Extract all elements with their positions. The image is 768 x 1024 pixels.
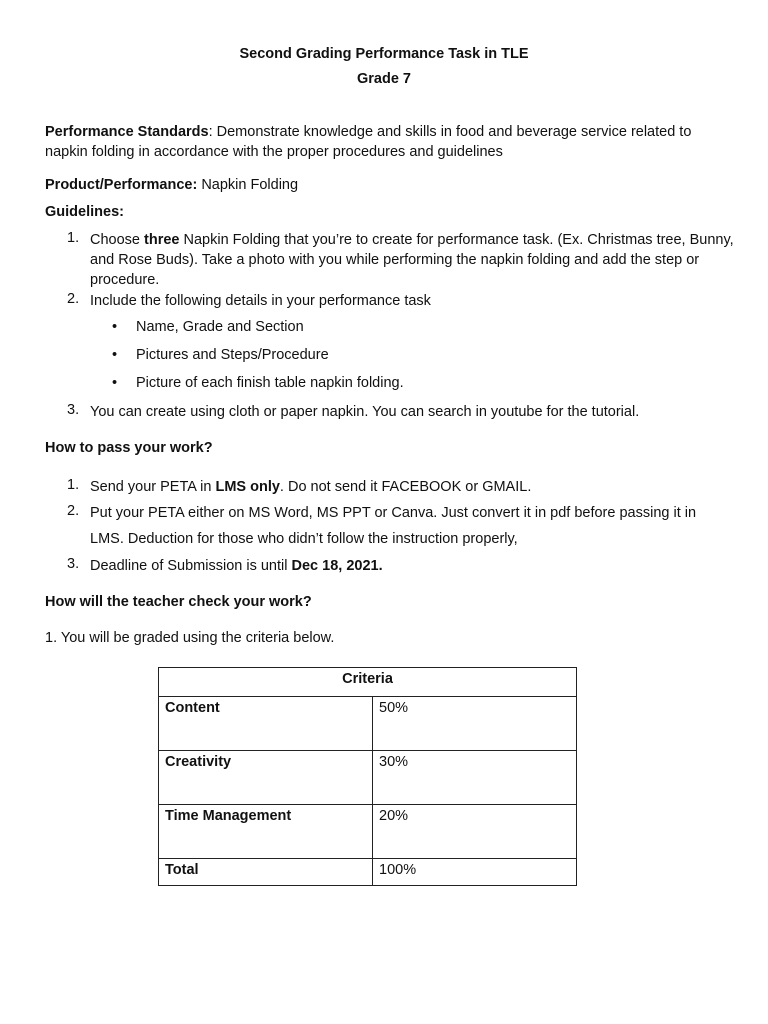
check-intro: 1. You will be graded using the criteria below.: [45, 630, 335, 646]
guideline-text: [90, 230, 740, 290]
document-title: Second Grading Performance Task in TLE: [239, 46, 529, 62]
performance-standards: [45, 122, 735, 162]
guideline-text-post: Napkin Folding that you’re to create for performance task. (Ex. Christmas tree, Bunny, and Rose Buds). Take a photo with you while performing the napkin folding and add the step or procedure.: [90, 232, 734, 288]
pass-text: [90, 477, 740, 497]
criteria-name: Total: [159, 859, 373, 886]
table-row: [159, 805, 577, 859]
pass-text-line2: LMS. Deduction for those who didn’t follow the instruction properly,: [90, 531, 518, 547]
pass-heading: How to pass your work?: [45, 440, 213, 456]
criteria-name: Content: [159, 697, 373, 751]
criteria-value: 50%: [373, 697, 577, 751]
product-value: Napkin Folding: [201, 177, 299, 193]
criteria-table: [158, 667, 577, 886]
criteria-name: Time Management: [159, 805, 373, 859]
guideline-text-pre: Choose: [90, 232, 145, 248]
pass-text-post: . Do not send it FACEBOOK or GMAIL.: [279, 479, 532, 495]
pass-num: 1.: [67, 477, 80, 493]
performance-standards-text-line2: napkin folding in accordance with the proper procedures and guidelines: [45, 144, 503, 160]
guideline-text: You can create using cloth or paper napkin. You can search in youtube for the tutorial.: [90, 404, 640, 420]
guideline-num: 3.: [67, 402, 80, 418]
pass-text-bold: LMS only: [215, 479, 280, 495]
criteria-value: 100%: [373, 859, 577, 886]
pass-text-pre: Deadline of Submission is until: [90, 558, 292, 574]
pass-num: 2.: [67, 503, 80, 519]
deadline-date: Dec 18, 2021.: [291, 558, 383, 574]
check-heading: How will the teacher check your work?: [45, 594, 312, 610]
product-label: Product/Performance:: [45, 177, 198, 193]
pass-num: 3.: [67, 556, 80, 572]
guideline-num: 2.: [67, 291, 80, 307]
bullet-item: Pictures and Steps/Procedure: [136, 347, 329, 363]
performance-standards-text-line1: : Demonstrate knowledge and skills in food and beverage service related to: [208, 124, 692, 140]
guidelines-heading: Guidelines:: [45, 204, 124, 220]
table-row: [159, 751, 577, 805]
guideline-text-bold: three: [144, 232, 180, 248]
pass-text: [90, 556, 740, 576]
table-row-total: [159, 859, 577, 886]
product-performance: [45, 177, 298, 193]
criteria-header: Criteria: [159, 668, 577, 697]
bullet-item: Picture of each finish table napkin folding.: [136, 375, 404, 391]
pass-text-pre: Send your PETA in: [90, 479, 216, 495]
bullet-icon: •: [112, 375, 118, 391]
performance-standards-label: Performance Standards: [45, 124, 209, 140]
bullet-icon: •: [112, 319, 118, 335]
bullet-icon: •: [112, 347, 118, 363]
criteria-name: Creativity: [159, 751, 373, 805]
pass-text-line1: Put your PETA either on MS Word, MS PPT or Canva. Just convert it in pdf before passing it in: [90, 505, 697, 521]
guideline-text: Include the following details in your performance task: [90, 293, 431, 309]
table-header-row: [159, 668, 577, 697]
document-grade: Grade 7: [357, 71, 411, 87]
bullet-item: Name, Grade and Section: [136, 319, 304, 335]
table-row: [159, 697, 577, 751]
criteria-value: 30%: [373, 751, 577, 805]
criteria-value: 20%: [373, 805, 577, 859]
guideline-num: 1.: [67, 230, 80, 246]
